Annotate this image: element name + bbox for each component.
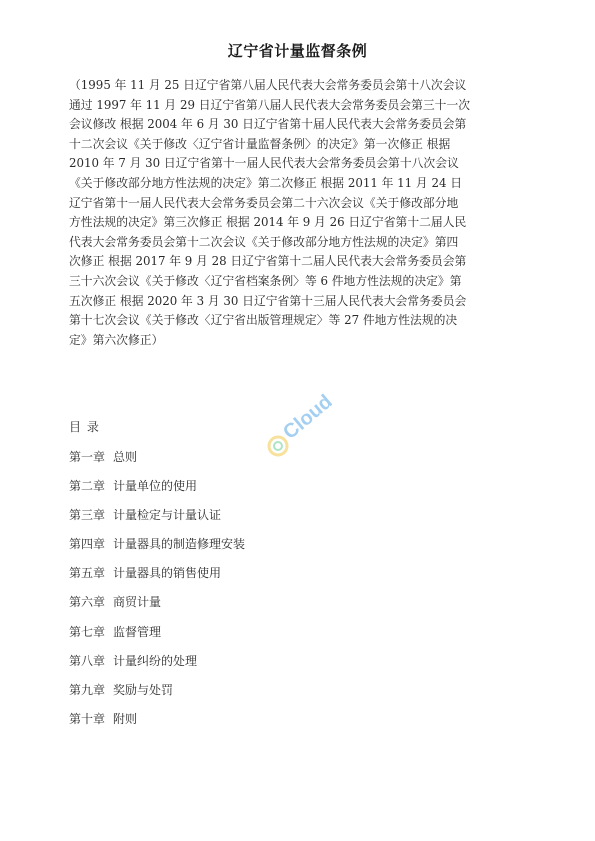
toc-chapter-number: 第五章 bbox=[69, 566, 106, 581]
toc-chapter-name: 附则 bbox=[113, 711, 138, 726]
preamble-line: 通过 1997 年 11 月 29 日辽宁省第八届人民代表大会常务委员会第三十一次 bbox=[69, 97, 471, 112]
toc-chapter-name: 总则 bbox=[113, 450, 138, 464]
toc-chapter-name: 计量单位的使用 bbox=[113, 479, 198, 494]
toc-item bbox=[69, 477, 245, 506]
preamble-line: 第十七次会议《关于修改〈辽宁省出版管理规定〉等 27 件地方性法规的决 bbox=[69, 313, 458, 328]
preamble-line: 2010 年 7 月 30 日辽宁省第十一届人民代表大会常务委员会第十八次会议 bbox=[69, 156, 459, 171]
toc-item bbox=[69, 652, 245, 681]
preamble-line: 定》第六次修正） bbox=[69, 332, 164, 347]
preamble bbox=[69, 76, 531, 350]
preamble-line: 会议修改 根据 2004 年 6 月 30 日辽宁省第十届人民代表大会常务委员会第 bbox=[69, 117, 467, 132]
preamble-line: 十二次会议《关于修改〈辽宁省计量监督条例〉的决定》第一次修正 根据 bbox=[69, 136, 451, 151]
toc-chapter-name: 计量纠纷的处理 bbox=[113, 653, 198, 668]
preamble-line: 辽宁省第十一届人民代表大会常务委员会第二十六次会议《关于修改部分地 bbox=[69, 195, 459, 210]
preamble-line: 代表大会常务委员会第十二次会议《关于修改部分地方性法规的决定》第四 bbox=[69, 234, 459, 249]
toc-chapter-number: 第七章 bbox=[69, 624, 106, 639]
preamble-line: 五次修正 根据 2020 年 3 月 30 日辽宁省第十三届人民代表大会常务委员会 bbox=[69, 293, 467, 308]
preamble-line: （1995 年 11 月 25 日辽宁省第八届人民代表大会常务委员会第十八次会议 bbox=[69, 78, 467, 92]
toc-chapter-number: 第九章 bbox=[69, 682, 106, 697]
toc-item bbox=[69, 681, 245, 710]
toc-chapter-number: 第一章 bbox=[69, 450, 106, 464]
toc-item bbox=[69, 448, 245, 477]
toc-item bbox=[69, 564, 245, 593]
document-title: 辽宁省计量监督条例 bbox=[227, 42, 368, 60]
toc-heading: 目 录 bbox=[69, 420, 100, 434]
toc-chapter-name: 商贸计量 bbox=[113, 595, 162, 610]
toc-chapter-number: 第二章 bbox=[69, 479, 106, 494]
toc-chapter-name: 计量器具的制造修理安装 bbox=[113, 537, 246, 552]
toc-chapter-number: 第六章 bbox=[69, 595, 106, 610]
toc-item bbox=[69, 506, 245, 535]
toc-chapter-name: 计量器具的销售使用 bbox=[113, 566, 222, 581]
toc-chapter-name: 计量检定与计量认证 bbox=[113, 508, 222, 523]
toc-chapter-number: 第十章 bbox=[69, 711, 106, 726]
preamble-line: 三十六次会议《关于修改〈辽宁省档案条例〉等 6 件地方性法规的决定》第 bbox=[69, 273, 462, 288]
table-of-contents bbox=[69, 448, 245, 739]
toc-chapter-number: 第八章 bbox=[69, 653, 106, 668]
toc-item bbox=[69, 623, 245, 652]
toc-chapter-number: 第三章 bbox=[69, 508, 106, 523]
toc-chapter-name: 监督管理 bbox=[113, 624, 162, 639]
toc-item bbox=[69, 593, 245, 622]
toc-chapter-number: 第四章 bbox=[69, 537, 106, 552]
toc-item bbox=[69, 710, 245, 739]
preamble-line: 方性法规的决定》第三次修正 根据 2014 年 9 月 26 日辽宁省第十二届人民 bbox=[69, 215, 467, 230]
toc-chapter-name: 奖励与处罚 bbox=[113, 682, 174, 697]
toc-item bbox=[69, 535, 245, 564]
preamble-line: 《关于修改部分地方性法规的决定》第二次修正 根据 2011 年 11 月 24 日 bbox=[69, 175, 463, 190]
preamble-line: 次修正 根据 2017 年 9 月 28 日辽宁省第十二届人民代表大会常务委员会第 bbox=[69, 254, 467, 269]
watermark-text: Cloud bbox=[279, 390, 337, 444]
cloud-logo-icon bbox=[256, 378, 351, 468]
